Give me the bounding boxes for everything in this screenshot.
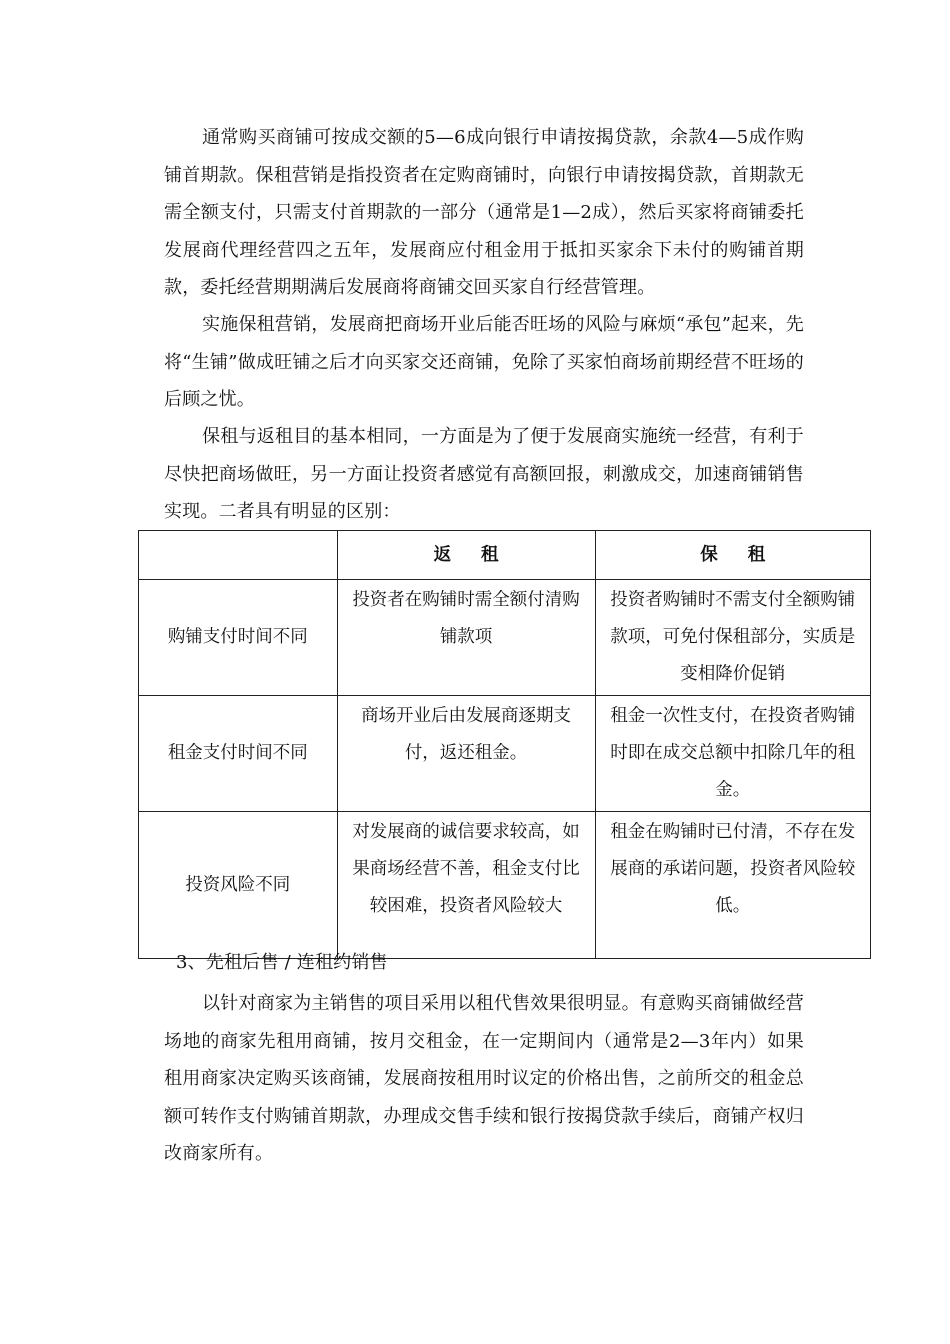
paragraph-baozu-definition: 通常购买商铺可按成交额的5—6成向银行申请按揭贷款，余款4—5成作购铺首期款。保租营销是指投资者在定购商铺时，向银行申请按揭贷款，首期款无需全额支付，只需支付首期款的一部分（通常是1—2成），然后买家将商铺委托发展商代理经营四之五年，发展商应付租金用于抵扣买家余下未付的购铺首期款，委托经营期期满后发展商将商铺交回买家自行经营管理。: [164, 127, 804, 298]
row-label: 租金支付时间不同: [139, 696, 338, 812]
cell-fanzu: 商场开业后由发展商逐期支付，返还租金。: [337, 696, 595, 812]
cell-baozu: 租金在购铺时已付清，不存在发展商的承诺问题，投资者风险较低。: [595, 812, 870, 959]
cell-baozu: 投资者购铺时不需支付全额购铺款项，可免付保租部分，实质是变相降价促销: [595, 580, 870, 696]
cell-fanzu: 投资者在购铺时需全额付清购铺款项: [337, 580, 595, 696]
row-label: 投资风险不同: [139, 812, 338, 959]
table-row: [139, 580, 871, 696]
table-header-row: [139, 531, 871, 580]
table-row: [139, 696, 871, 812]
table-header-empty: [139, 531, 338, 580]
table-header-fanzu: 返租: [337, 531, 595, 580]
row-label: 购铺支付时间不同: [139, 580, 338, 696]
paragraph-rent-then-sell: 以针对商家为主销售的项目采用以租代售效果很明显。有意购买商铺做经营场地的商家先租用商铺，按月交租金，在一定期间内（通常是2—3年内）如果租用商家决定购买该商铺，发展商按租用时议定的价格出售，之前所交的租金总额可转作支付购铺首期款，办理成交售手续和银行按揭贷款手续后，商铺产权归改商家所有。: [164, 993, 804, 1164]
paragraph-comparison-intro: 保租与返租目的基本相同，一方面是为了便于发展商实施统一经营，有利于尽快把商场做旺，另一方面让投资者感觉有高额回报，刺激成交，加速商铺销售实现。二者具有明显的区别：: [164, 426, 804, 522]
cell-fanzu: 对发展商的诚信要求较高，如果商场经营不善，租金支付比较困难，投资者风险较大: [337, 812, 595, 959]
section-heading: 3、先租后售 / 连租约销售: [176, 952, 388, 973]
comparison-table: [138, 530, 871, 959]
paragraph-baozu-benefit: 实施保租营销，发展商把商场开业后能否旺场的风险与麻烦“承包”起来，先将“生铺”做成旺铺之后才向买家交还商铺，免除了买家怕商场前期经营不旺场的后顾之忧。: [164, 314, 804, 410]
cell-baozu: 租金一次性支付，在投资者购铺时即在成交总额中扣除几年的租金。: [595, 696, 870, 812]
table-header-baozu: 保租: [595, 531, 870, 580]
table-row: [139, 812, 871, 959]
